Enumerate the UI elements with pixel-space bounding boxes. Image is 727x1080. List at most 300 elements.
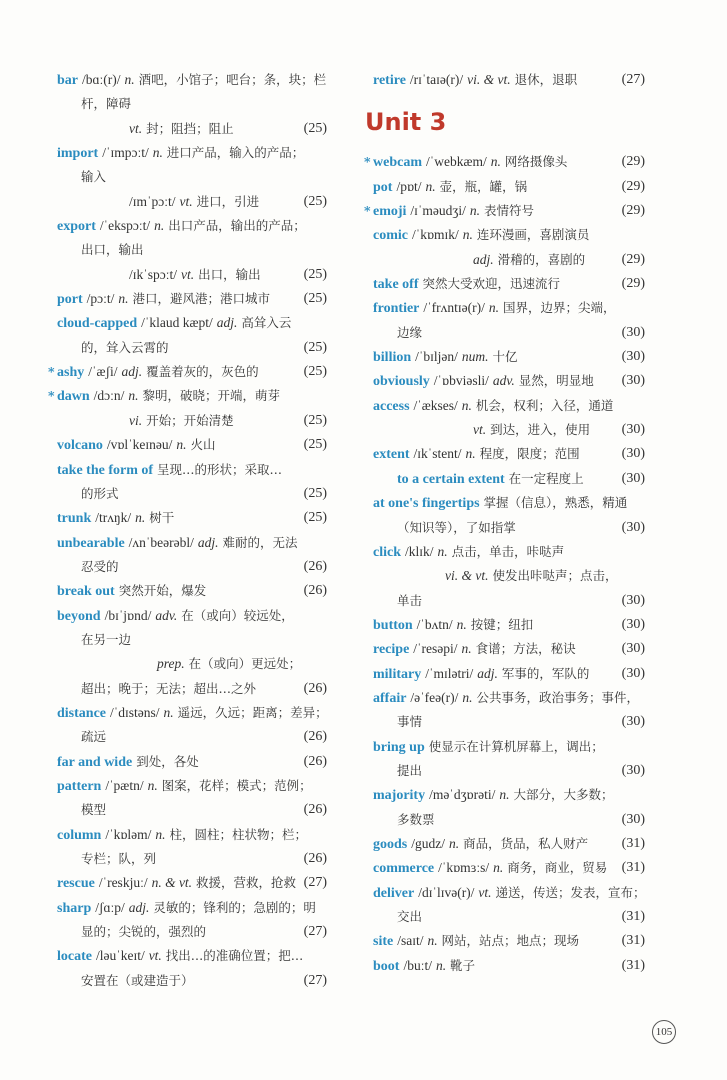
- definition: 在另一边: [81, 631, 132, 647]
- unit-page-reference: (25): [303, 291, 327, 307]
- vocab-entry: [373, 929, 645, 953]
- definition: 高耸入云: [241, 315, 292, 331]
- part-of-speech: n.: [462, 227, 473, 243]
- phonetic: /ˈɪmpɔːt/: [102, 145, 149, 161]
- unit-page-reference: (29): [621, 251, 645, 267]
- definition: 在（或向）更远处；: [188, 656, 302, 672]
- phonetic: /klɪk/: [404, 543, 434, 559]
- definition: 找出…的准确位置；把…: [165, 948, 304, 964]
- vocab-entry-continuation: [373, 808, 645, 832]
- headword: access: [373, 398, 410, 414]
- headword: site: [373, 934, 394, 950]
- right-column: [364, 68, 646, 978]
- vocab-entry: [48, 384, 327, 408]
- definition: 商品，货品，私人财产: [463, 835, 589, 851]
- vocab-entry: [373, 662, 645, 686]
- part-of-speech: n.: [437, 543, 448, 559]
- definition: 树干: [149, 510, 175, 526]
- headword: retire: [373, 73, 406, 88]
- headword: import: [57, 146, 99, 162]
- part-of-speech: n.: [135, 510, 146, 526]
- definition: 壶，瓶，罐，锅: [439, 178, 528, 194]
- vocab-entry: [57, 141, 327, 165]
- part-of-speech: n.: [469, 203, 481, 219]
- headword: export: [57, 219, 96, 235]
- unit-page-reference: (27): [621, 72, 645, 87]
- unit-page-reference: (30): [621, 811, 645, 827]
- new-word-marker: *: [364, 154, 371, 170]
- vocab-entry-continuation: [57, 677, 327, 701]
- vocab-entry: [373, 637, 645, 661]
- headword: billion: [373, 350, 412, 366]
- definition: 国界，边界；尖端，: [502, 300, 616, 316]
- vocab-entry-continuation: [373, 905, 645, 929]
- definition: 杆，障碍: [81, 96, 132, 112]
- headword: click: [373, 544, 401, 560]
- part-of-speech: n. & vt.: [151, 875, 193, 891]
- unit-page-reference: (29): [621, 178, 645, 194]
- part-of-speech: num.: [461, 349, 489, 365]
- phonetic: /ˈækses/: [413, 397, 458, 413]
- headword: to a certain extent: [397, 471, 505, 487]
- definition: 边缘: [397, 324, 423, 340]
- unit-page-reference: (30): [621, 470, 645, 486]
- headword: military: [373, 666, 422, 682]
- unit-page-reference: (30): [621, 616, 645, 632]
- part-of-speech: n.: [461, 397, 472, 413]
- headword: far and wide: [57, 754, 133, 770]
- phonetic: /ˈæʃi/: [88, 364, 118, 380]
- part-of-speech: n.: [152, 145, 163, 161]
- vocab-entry: [57, 531, 327, 555]
- headword: column: [57, 827, 102, 843]
- definition: 覆盖着灰的，灰色的: [146, 364, 259, 380]
- vocab-entry: [373, 954, 645, 978]
- definition: 出口，输出: [81, 242, 144, 258]
- unit-page-reference: (27): [303, 924, 327, 940]
- phonetic: /ˈbʌtn/: [416, 616, 453, 632]
- phonetic: /ˈkɒmɪk/: [411, 227, 459, 243]
- part-of-speech: n.: [163, 704, 174, 720]
- definition: 突然开始，爆发: [118, 583, 207, 599]
- part-of-speech: adj.: [128, 899, 150, 915]
- part-of-speech: vt.: [478, 884, 492, 900]
- vocab-entry: [57, 701, 327, 725]
- definition: 模型: [81, 802, 107, 818]
- headword: pot: [373, 179, 393, 195]
- phonetic: /saɪt/: [397, 933, 424, 949]
- new-word-marker: *: [364, 203, 371, 219]
- part-of-speech: n.: [425, 178, 436, 194]
- vocab-entry-continuation: [57, 263, 327, 287]
- vocab-entry-continuation: [57, 920, 327, 944]
- phonetic: /ˈklaud kæpt/: [141, 315, 213, 331]
- unit-page-reference: (25): [303, 364, 327, 380]
- vocab-entry-continuation: [373, 710, 645, 734]
- headword: goods: [373, 836, 408, 852]
- headword: boot: [373, 958, 400, 974]
- unit-page-reference: (25): [303, 510, 327, 526]
- phonetic: /ˈmɪlətri/: [425, 665, 474, 681]
- definition: 使发出咔哒声；点击，: [492, 568, 618, 584]
- definition: 封；阻挡；阻止: [146, 120, 234, 136]
- definition: 掌握（信息），熟悉，精通: [483, 495, 628, 511]
- definition: 出口，输出: [198, 266, 261, 282]
- vocab-entry-continuation: [57, 847, 327, 871]
- headword: majority: [373, 788, 426, 804]
- vocab-entry-continuation: [57, 117, 327, 141]
- phonetic: /dɔːn/: [93, 388, 125, 404]
- phonetic: /ɪkˈstent/: [413, 446, 462, 462]
- definition: 遥远，久远；距离；差异；: [177, 704, 328, 720]
- vocab-entry: [57, 944, 327, 968]
- vocab-entry-continuation: [57, 555, 327, 579]
- unit-page-reference: (29): [621, 203, 645, 219]
- phonetic: /ˈkɒləm/: [105, 826, 152, 842]
- unit-page-reference: (26): [303, 753, 327, 769]
- definition: 在（或向）较远处，: [181, 607, 294, 623]
- unit-page-reference: (30): [621, 373, 645, 389]
- vocab-entry-continuation: [57, 165, 327, 189]
- part-of-speech: prep.: [157, 656, 185, 672]
- definition: 显然，明显地: [518, 373, 594, 389]
- unit-page-reference: (26): [303, 680, 327, 696]
- part-of-speech: n.: [462, 689, 473, 705]
- vocab-entry-continuation: [57, 652, 327, 676]
- vocab-entry: [373, 68, 645, 92]
- definition: 机会，权利；入径，通道: [475, 397, 614, 413]
- vocab-entry-continuation: [57, 969, 327, 993]
- phonetic: /ˈreskjuː/: [98, 875, 148, 891]
- definition: 程度，限度；范围: [479, 446, 580, 462]
- definition: 火山: [190, 437, 216, 453]
- definition: 表情符号: [484, 203, 535, 219]
- vocab-entry: [373, 832, 645, 856]
- vocab-entry: [373, 735, 645, 759]
- vocab-entry-continuation: [57, 628, 327, 652]
- phonetic: /ɪˈməudʒi/: [410, 203, 466, 219]
- phonetic: /bɪˈjɒnd/: [104, 607, 152, 623]
- new-word-marker: *: [48, 364, 55, 380]
- part-of-speech: n.: [147, 777, 158, 793]
- unit-page-reference: (31): [621, 957, 645, 973]
- unit-page-reference: (26): [303, 583, 327, 599]
- phonetic: /ˈekspɔːt/: [99, 218, 151, 234]
- headword: sharp: [57, 900, 92, 916]
- headword: cloud-capped: [57, 316, 138, 332]
- vocab-entry: [373, 394, 645, 418]
- definition: 安置在（或建造于）: [81, 972, 194, 988]
- vocab-entry-continuation: [373, 467, 645, 491]
- unit-page-reference: (30): [621, 422, 645, 438]
- definition: 突然大受欢迎，迅速流行: [422, 276, 560, 292]
- unit-page-reference: (29): [621, 154, 645, 170]
- headword: take the form of: [57, 462, 154, 478]
- vocab-entry: [57, 579, 327, 603]
- unit-page-reference: (25): [303, 339, 327, 355]
- vocab-entry: [57, 68, 327, 92]
- headword: port: [57, 292, 83, 308]
- headword: obviously: [373, 374, 430, 390]
- vocab-entry-continuation: [373, 418, 645, 442]
- headword: take off: [373, 277, 419, 293]
- definition: 点击，单击，咔哒声: [451, 543, 565, 559]
- headword: beyond: [57, 608, 101, 624]
- headword: ashy: [57, 365, 85, 381]
- vocab-entry: [373, 296, 645, 320]
- vocab-entry: [57, 458, 327, 482]
- vocab-entry: [373, 686, 645, 710]
- part-of-speech: adj.: [473, 251, 494, 267]
- vocab-entry: [57, 433, 327, 457]
- headword: bar: [57, 73, 78, 88]
- part-of-speech: adv.: [492, 373, 515, 389]
- definition: 酒吧，小馆子；吧台；条，块；栏: [138, 72, 327, 87]
- unit-page-reference: (25): [303, 412, 327, 428]
- part-of-speech: vt.: [180, 266, 195, 282]
- vocab-entry-continuation: [57, 238, 327, 262]
- vocab-entry: [373, 540, 645, 564]
- unit-page-reference: (26): [303, 851, 327, 866]
- vocab-entry-continuation: [373, 248, 645, 272]
- phonetic: /ˈfrʌntɪə(r)/: [423, 300, 485, 316]
- unit-page-reference: (25): [303, 120, 327, 136]
- definition: 按键；纽扣: [470, 616, 534, 632]
- vocab-entry-continuation: [57, 798, 327, 822]
- definition: 事情: [397, 714, 423, 730]
- vocab-entry: [57, 287, 327, 311]
- phonetic: /məˈdʒɒrəti/: [429, 787, 496, 803]
- headword: emoji: [373, 204, 407, 220]
- definition: 退休，退职: [514, 72, 578, 87]
- vocab-entry: [373, 369, 645, 393]
- headword: bring up: [373, 739, 425, 755]
- unit-page-reference: (25): [303, 266, 327, 282]
- part-of-speech: vi. & vt.: [445, 568, 489, 584]
- part-of-speech: vt.: [129, 120, 143, 136]
- phonetic: /bɑː(r)/: [81, 72, 121, 87]
- unit-page-reference: (30): [621, 665, 645, 681]
- part-of-speech: n.: [155, 826, 166, 842]
- definition: 进口产品，输入的产品；: [166, 145, 305, 161]
- phonetic: /dɪˈlɪvə(r)/: [418, 884, 475, 900]
- vocab-entry: [57, 823, 327, 847]
- headword: pattern: [57, 778, 102, 794]
- phonetic: /ˈresəpi/: [413, 641, 458, 657]
- unit-page-reference: (31): [621, 835, 645, 851]
- part-of-speech: vt.: [473, 422, 487, 438]
- part-of-speech: n.: [154, 218, 165, 234]
- vocab-entry: [373, 881, 645, 905]
- vocab-entry: [57, 750, 327, 774]
- definition: 公共事务，政治事务；事件，: [476, 689, 639, 705]
- phonetic: /pɒt/: [396, 178, 422, 194]
- unit-page-reference: (30): [621, 641, 645, 657]
- phonetic: /ˈdɪstəns/: [109, 704, 160, 720]
- definition: 难耐的，无法: [222, 534, 298, 550]
- part-of-speech: n.: [435, 957, 447, 973]
- definition: 提出: [397, 762, 423, 778]
- phonetic: /gudz/: [411, 835, 445, 851]
- unit-page-reference: (30): [621, 762, 645, 778]
- phonetic: /ˈkɒmɜːs/: [438, 860, 490, 876]
- headword: dawn: [57, 389, 90, 405]
- definition: 靴子: [450, 957, 476, 973]
- phonetic: /rɪˈtaɪə(r)/: [409, 72, 464, 87]
- definition: 网站，站点；地点；现场: [441, 933, 580, 949]
- vocab-entry: [57, 311, 327, 335]
- phonetic: /ʌnˈbeərəbl/: [128, 534, 194, 550]
- phonetic: /ˈbɪljən/: [415, 349, 458, 365]
- unit-page-reference: (27): [303, 875, 327, 891]
- part-of-speech: adj.: [216, 315, 238, 331]
- definition: 超出；晚于；无法；超出…之外: [81, 680, 257, 696]
- part-of-speech: n.: [493, 860, 504, 876]
- definition: 的形式: [81, 485, 119, 501]
- unit-page-reference: (29): [621, 276, 645, 292]
- definition: 开始；开始清楚: [146, 412, 234, 428]
- headword: extent: [373, 447, 410, 463]
- vocab-entry: [57, 774, 327, 798]
- unit-page-reference: (30): [621, 446, 645, 462]
- part-of-speech: vi. & vt.: [467, 72, 511, 87]
- headword: break out: [57, 584, 115, 600]
- headword: rescue: [57, 876, 95, 892]
- definition: 港口，避风港；港口城市: [132, 291, 271, 307]
- phonetic: /ləuˈkeɪt/: [95, 948, 145, 964]
- definition: 递送，传送；发表，宣布；: [495, 884, 646, 900]
- headword: button: [373, 617, 413, 633]
- definition: 食谱；方法，秘诀: [475, 641, 576, 657]
- vocab-entry: [57, 896, 327, 920]
- part-of-speech: n.: [465, 446, 476, 462]
- phonetic: /ʃɑːp/: [95, 899, 125, 915]
- vocab-entry: [373, 272, 645, 296]
- phonetic: /ˈɒbviəsli/: [433, 373, 489, 389]
- unit-page-reference: (31): [621, 933, 645, 949]
- vocab-entry-continuation: [373, 564, 645, 588]
- definition: 输入: [81, 169, 107, 185]
- headword: recipe: [373, 642, 410, 658]
- headword: trunk: [57, 511, 92, 527]
- definition: 显的；尖锐的，强烈的: [81, 924, 207, 940]
- part-of-speech: n.: [128, 388, 139, 404]
- definition: 呈现…的形状；采取…: [157, 461, 283, 477]
- definition: 到处，各处: [136, 753, 199, 769]
- vocab-entry: [373, 223, 645, 247]
- part-of-speech: vt.: [148, 948, 162, 964]
- headword: webcam: [373, 155, 422, 171]
- unit-page-reference: (25): [303, 193, 327, 209]
- definition: 柱，圆柱；柱状物；栏；: [169, 826, 307, 842]
- phonetic: /pɔːt/: [86, 291, 115, 307]
- headword: commerce: [373, 861, 435, 877]
- part-of-speech: n.: [124, 72, 135, 87]
- definition: 图案，花样；模式；范例；: [161, 777, 312, 793]
- part-of-speech: n.: [176, 437, 187, 453]
- part-of-speech: n.: [427, 933, 438, 949]
- vocab-entry: [373, 613, 645, 637]
- vocab-entry-continuation: [373, 759, 645, 783]
- headword: volcano: [57, 438, 103, 454]
- vocab-entry-continuation: [57, 92, 327, 116]
- vocab-entry-continuation: [57, 482, 327, 506]
- part-of-speech: adv.: [155, 607, 178, 623]
- vocab-entry: [373, 491, 645, 515]
- part-of-speech: n.: [456, 616, 467, 632]
- vocab-entry: [373, 442, 645, 466]
- phonetic: /ɪmˈpɔːt/: [129, 193, 176, 209]
- definition: 十亿: [492, 349, 518, 365]
- vocab-entry: [57, 604, 327, 628]
- vocab-entry: [364, 150, 645, 174]
- unit-page-reference: (30): [621, 349, 645, 365]
- unit-page-reference: (25): [303, 437, 327, 453]
- definition: 疏远: [81, 729, 107, 745]
- vocab-entry-continuation: [57, 725, 327, 749]
- definition: 在一定程度上: [508, 470, 584, 486]
- part-of-speech: adj.: [121, 364, 143, 380]
- phonetic: /ˈwebkæm/: [425, 154, 487, 170]
- definition: 救援，营救，抢救: [196, 875, 297, 891]
- phonetic: /buːt/: [403, 957, 432, 973]
- part-of-speech: n.: [118, 291, 129, 307]
- part-of-speech: n.: [461, 641, 472, 657]
- headword: unbearable: [57, 535, 125, 551]
- phonetic: /əˈfeə(r)/: [410, 689, 459, 705]
- definition: 网络摄像头: [504, 154, 568, 170]
- part-of-speech: n.: [488, 300, 499, 316]
- unit-page-reference: (25): [303, 485, 327, 501]
- definition: 的，耸入云霄的: [81, 339, 169, 355]
- definition: 到达，进入，使用: [490, 422, 591, 438]
- definition: 多数票: [397, 811, 435, 827]
- definition: 专栏；队，列: [81, 851, 157, 866]
- headword: at one's fingertips: [373, 496, 480, 512]
- phonetic: /ɪkˈspɔːt/: [129, 266, 177, 282]
- phonetic: /ˈpætn/: [105, 777, 144, 793]
- vocab-entry: [48, 360, 327, 384]
- part-of-speech: vi.: [129, 412, 143, 428]
- part-of-speech: n.: [499, 787, 510, 803]
- definition: 滑稽的，喜剧的: [497, 251, 586, 267]
- unit-page-reference: (31): [621, 909, 645, 924]
- definition: 灵敏的；锋利的；急剧的；明: [153, 899, 316, 915]
- vocab-entry-continuation: [57, 190, 327, 214]
- part-of-speech: adj.: [477, 665, 498, 681]
- unit-page-reference: (30): [621, 519, 645, 535]
- definition: （知识等），了如指掌: [397, 519, 516, 535]
- part-of-speech: vt.: [179, 193, 193, 209]
- unit-page-reference: (30): [621, 714, 645, 730]
- definition: 商务，商业，贸易: [507, 860, 608, 876]
- headword: comic: [373, 228, 408, 244]
- vocab-entry-continuation: [373, 516, 645, 540]
- definition: 连环漫画，喜剧演员: [476, 227, 590, 243]
- headword: frontier: [373, 301, 420, 317]
- vocab-entry-continuation: [57, 336, 327, 360]
- vocab-entry: [57, 214, 327, 238]
- phonetic: /vɒlˈkeɪnəu/: [106, 437, 173, 453]
- headword: distance: [57, 705, 106, 721]
- headword: locate: [57, 949, 92, 965]
- unit-page-reference: (27): [303, 972, 327, 988]
- vocab-entry: [373, 175, 645, 199]
- left-column: [48, 68, 328, 993]
- unit-page-reference: (26): [303, 558, 327, 574]
- unit-page-reference: (26): [303, 802, 327, 818]
- definition: 大部分，大多数；: [513, 787, 614, 803]
